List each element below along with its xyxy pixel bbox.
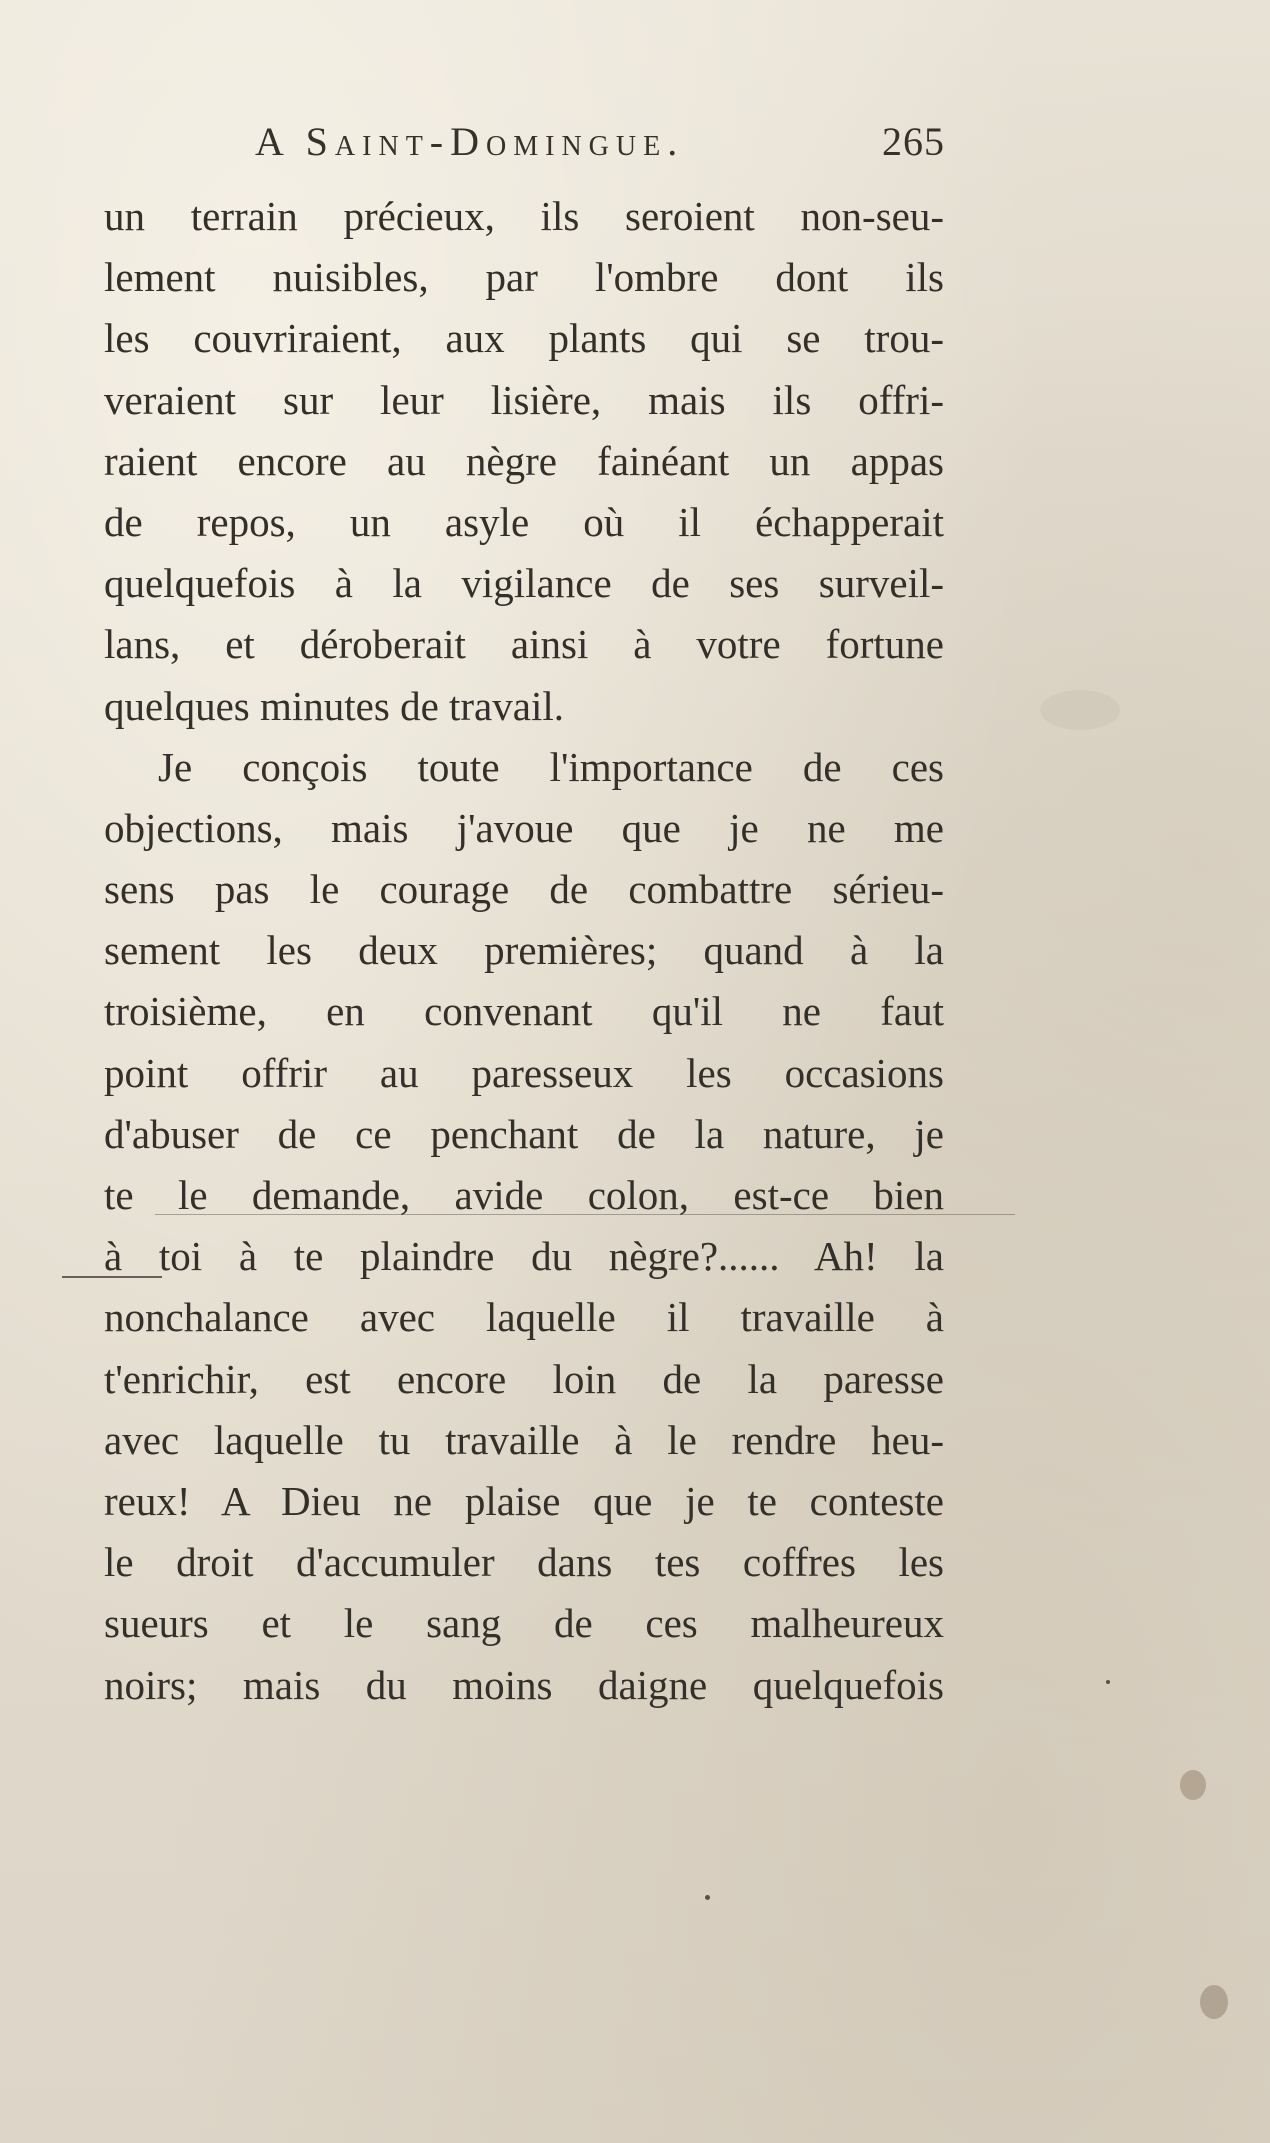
text-line: quelquefois à la vigilance de ses surveil- <box>104 560 944 607</box>
text-line: troisième, en convenant qu'il ne faut <box>104 988 944 1035</box>
text-line: te le demande, avide colon, est-ce bien <box>104 1172 944 1218</box>
text-line: sens pas le courage de combattre sérieu- <box>104 866 944 913</box>
text-line: lans, et déroberait ainsi à votre fortune <box>104 621 944 668</box>
text-line: noirs; mais du moins daigne quelquefois <box>104 1661 944 1708</box>
body-text <box>104 186 944 1716</box>
paper-stain <box>1180 1770 1206 1800</box>
stray-ink-mark <box>1106 1680 1110 1684</box>
text-line: sueurs et le sang de ces malheureux <box>104 1600 944 1647</box>
text-line: point offrir au paresseux les occasions <box>104 1049 944 1096</box>
text-line: veraient sur leur lisière, mais ils offri- <box>104 376 944 423</box>
text-line: objections, mais j'avoue que je ne me <box>104 804 944 851</box>
paragraph-1 <box>104 186 944 737</box>
text-line: les couvriraient, aux plants qui se trou- <box>104 315 944 362</box>
text-line: reux! A Dieu ne plaise que je te conteste <box>104 1477 944 1524</box>
paper-stain <box>1040 690 1120 730</box>
text-line: lement nuisibles, par l'ombre dont ils <box>104 254 944 301</box>
text-line: quelques minutes de travail. <box>104 682 564 729</box>
text-line: à toi à te plaindre du nègre?...... Ah! la <box>104 1233 944 1280</box>
text-line: avec laquelle tu travaille à le rendre heu- <box>104 1416 944 1463</box>
running-title: A Saint-Domingue. <box>255 119 685 164</box>
text-line: d'abuser de ce penchant de la nature, je <box>104 1110 944 1157</box>
text-line: sement les deux premières; quand à la <box>104 927 944 974</box>
text-line: de repos, un asyle où il échapperait <box>104 498 944 545</box>
running-head <box>255 118 945 174</box>
paper-stain <box>1200 1985 1228 2019</box>
paragraph-2 <box>104 737 944 1716</box>
text-line: Je conçois toute l'importance de ces <box>158 743 944 790</box>
text-line: un terrain précieux, ils seroient non-seu- <box>104 193 944 239</box>
page-number: 265 <box>882 119 945 164</box>
text-line: nonchalance avec laquelle il travaille à <box>104 1294 944 1341</box>
text-line: le droit d'accumuler dans tes coffres les <box>104 1539 944 1586</box>
text-line: t'enrichir, est encore loin de la paresse <box>104 1355 944 1402</box>
text-line: raient encore au nègre fainéant un appas <box>104 437 944 484</box>
stray-ink-mark <box>705 1895 710 1900</box>
